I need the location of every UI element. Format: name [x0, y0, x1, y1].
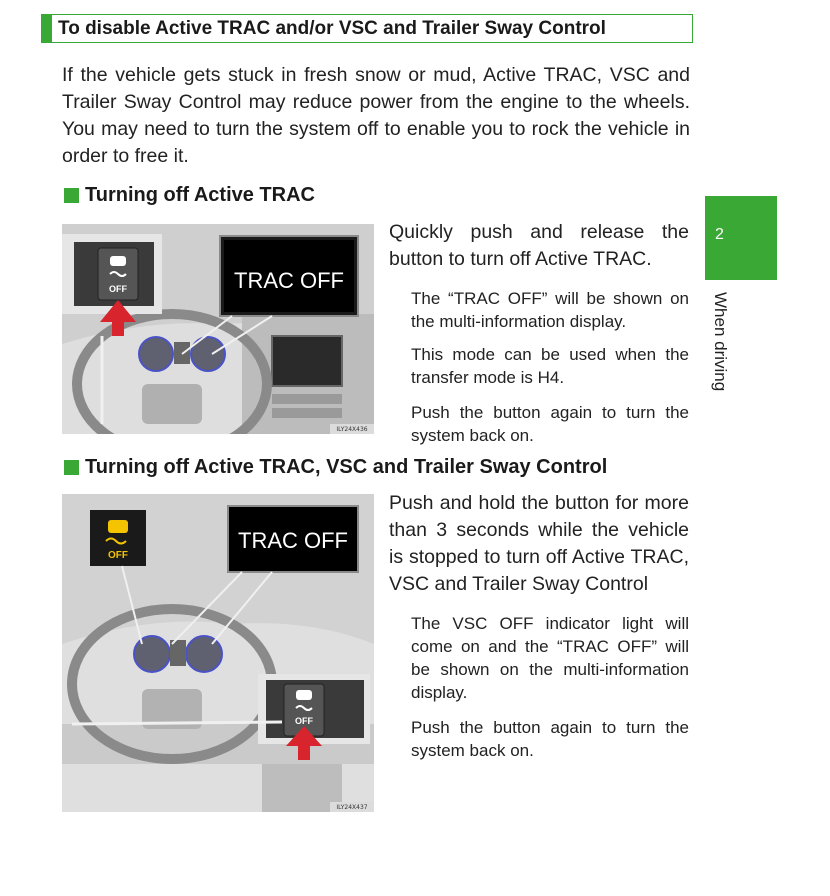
figure-code: ILY24X437: [336, 804, 368, 811]
subsection-title-2: Turning off Active TRAC, VSC and Trailer Sway Control: [85, 456, 608, 478]
figure-code: ILY24X436: [336, 426, 368, 433]
note-2-1: The VSC OFF indicator light will come on and the “TRAC OFF” will be shown on the multi-information display.: [411, 614, 689, 702]
note-1-2: This mode can be used when the transfer mode is H4.: [411, 345, 689, 387]
indicator-label: OFF: [108, 550, 128, 561]
button-label: OFF: [109, 284, 127, 294]
note-1-3: Push the button again to turn the system back on.: [411, 403, 689, 445]
button-label: OFF: [295, 716, 313, 726]
figure-vsc-off: [62, 494, 374, 812]
note-1-1: The “TRAC OFF” will be shown on the multi-information display.: [411, 289, 689, 331]
subsection-heading-1: [64, 184, 315, 207]
step-text-1: Quickly push and release the button to turn off Active TRAC.: [389, 221, 689, 270]
section-title: To disable Active TRAC and/or VSC and Trailer Sway Control: [58, 17, 606, 39]
display-text: TRAC OFF: [234, 268, 344, 293]
note-2-2: Push the button again to turn the system back on.: [411, 718, 689, 760]
green-square-icon: [64, 460, 79, 475]
green-square-icon: [64, 188, 79, 203]
chapter-label: When driving: [711, 292, 730, 392]
display-text: TRAC OFF: [238, 528, 348, 553]
section-header: [41, 14, 693, 43]
figure-trac-off: [62, 224, 374, 434]
chapter-tab: [705, 196, 777, 280]
chapter-number: 2: [715, 226, 724, 243]
intro-paragraph: If the vehicle gets stuck in fresh snow or mud, Active TRAC, VSC and Trailer Sway Control may reduce power from the engine to the wheels. You may need to turn the system off to enable you to rock the vehicle in order to free it.: [62, 64, 690, 167]
step-text-2: Push and hold the button for more than 3 seconds while the vehicle is stopped to turn off Active TRAC, VSC and Trailer Sway Control: [389, 492, 689, 595]
subsection-title-1: Turning off Active TRAC: [85, 184, 315, 206]
subsection-heading-2: [64, 456, 607, 479]
